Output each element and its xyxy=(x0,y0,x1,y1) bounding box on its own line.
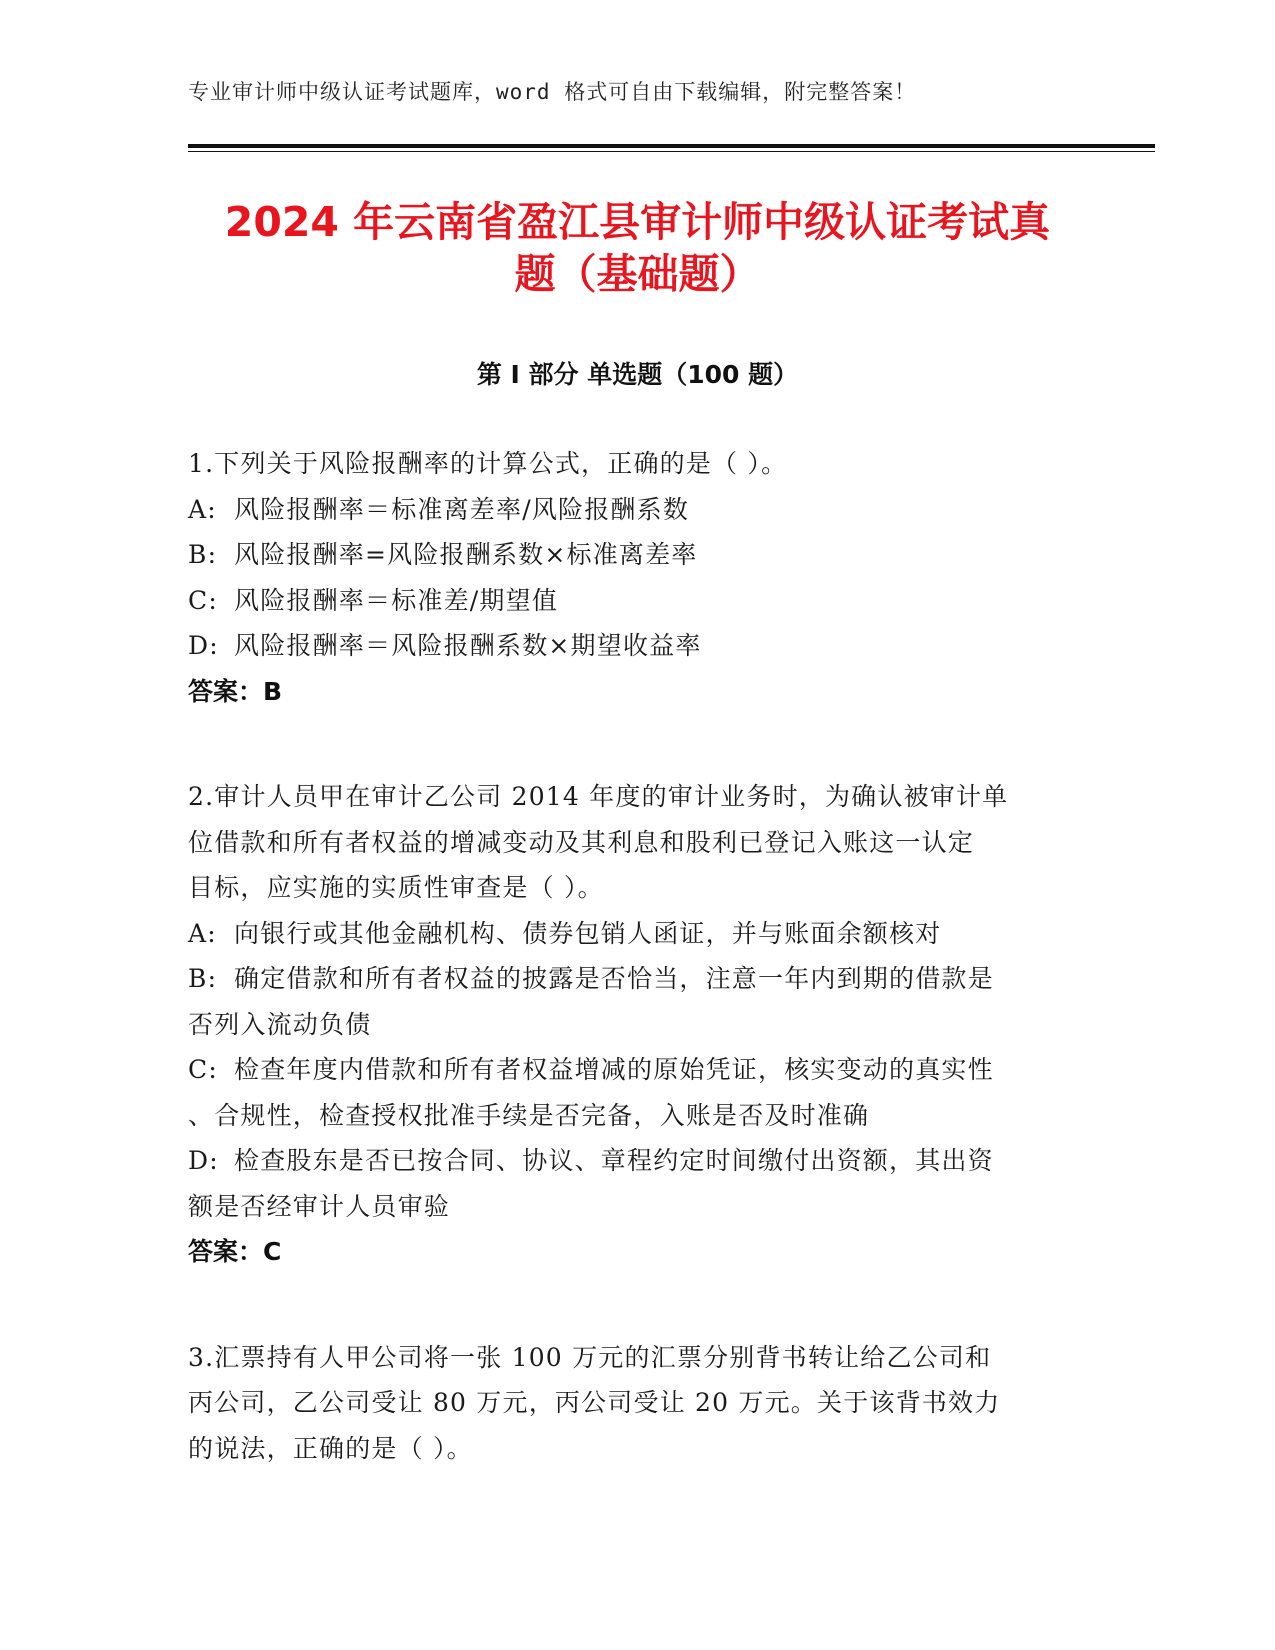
option-key: D: xyxy=(188,1146,219,1175)
document-title-line-1: 2024 年云南省盈江县审计师中级认证考试真 xyxy=(224,198,1051,246)
option-key: B: xyxy=(188,540,218,569)
option-text: 风险报酬率＝标准离差率/风险报酬系数 xyxy=(234,494,690,524)
answer-label: 答案：B xyxy=(188,676,283,706)
header-divider-thin xyxy=(188,151,1155,152)
question-stem-line: 3.汇票持有人甲公司将一张 100 万元的汇票分别背书转让给乙公司和 xyxy=(188,1342,992,1372)
option-b xyxy=(188,956,1078,1002)
document-title-line-2: 题（基础题） xyxy=(514,250,761,298)
question-1 xyxy=(188,441,1078,714)
section-title: 第 I 部分 单选题（100 题） xyxy=(476,360,799,389)
option-key: C: xyxy=(188,585,218,615)
question-stem-line: 目标，应实施的实质性审查是（ ）。 xyxy=(188,873,604,902)
question-2 xyxy=(188,774,1078,1275)
header-note: 专业审计师中级认证考试题库，word 格式可自由下载编辑，附完整答案！ xyxy=(188,80,917,104)
option-text: 风险报酬率＝风险报酬系数×期望收益率 xyxy=(234,631,702,660)
option-key: A: xyxy=(188,918,217,948)
option-text: 风险报酬率＝标准差/期望值 xyxy=(234,585,559,615)
option-d xyxy=(188,623,1078,669)
option-text: 确定借款和所有者权益的披露是否恰当，注意一年内到期的借款是 xyxy=(234,964,994,993)
option-text: 检查股东是否已按合同、协议、章程约定时间缴付出资额，其出资 xyxy=(234,1146,994,1175)
option-d-continuation: 额是否经审计人员审验 xyxy=(188,1191,451,1221)
option-text: 风险报酬率=风险报酬系数×标准离差率 xyxy=(234,540,698,569)
option-a xyxy=(188,911,1078,957)
document-title xyxy=(150,196,1125,300)
question-stem-line: 位借款和所有者权益的增减变动及其利息和股利已登记入账这一认定 xyxy=(188,827,975,857)
option-key: A: xyxy=(188,494,217,524)
question-stem-line: 丙公司，乙公司受让 80 万元，丙公司受让 20 万元。关于该背书效力 xyxy=(188,1388,1001,1417)
option-c-continuation: 、合规性，检查授权批准手续是否完备，入账是否及时准确 xyxy=(188,1100,870,1130)
header-divider-thick xyxy=(188,144,1155,148)
option-text: 检查年度内借款和所有者权益增减的原始凭证，核实变动的真实性 xyxy=(234,1055,994,1084)
option-key: D: xyxy=(188,631,219,660)
option-c xyxy=(188,578,1078,624)
option-a xyxy=(188,487,1078,533)
answer-label: 答案：C xyxy=(188,1237,282,1266)
option-key: C: xyxy=(188,1055,218,1084)
option-d xyxy=(188,1138,1078,1184)
question-list xyxy=(188,441,1078,1531)
question-stem-line: 1.下列关于风险报酬率的计算公式，正确的是（ ）。 xyxy=(188,449,788,478)
question-stem-line: 的说法，正确的是（ ）。 xyxy=(188,1433,473,1463)
option-key: B: xyxy=(188,964,218,993)
option-b xyxy=(188,532,1078,578)
question-stem-line: 2.审计人员甲在审计乙公司 2014 年度的审计业务时，为确认被审计单 xyxy=(188,782,1009,811)
option-c xyxy=(188,1047,1078,1093)
question-3 xyxy=(188,1335,1078,1472)
option-b-continuation: 否列入流动负债 xyxy=(188,1009,372,1039)
option-text: 向银行或其他金融机构、债券包销人函证，并与账面余额核对 xyxy=(234,918,942,948)
